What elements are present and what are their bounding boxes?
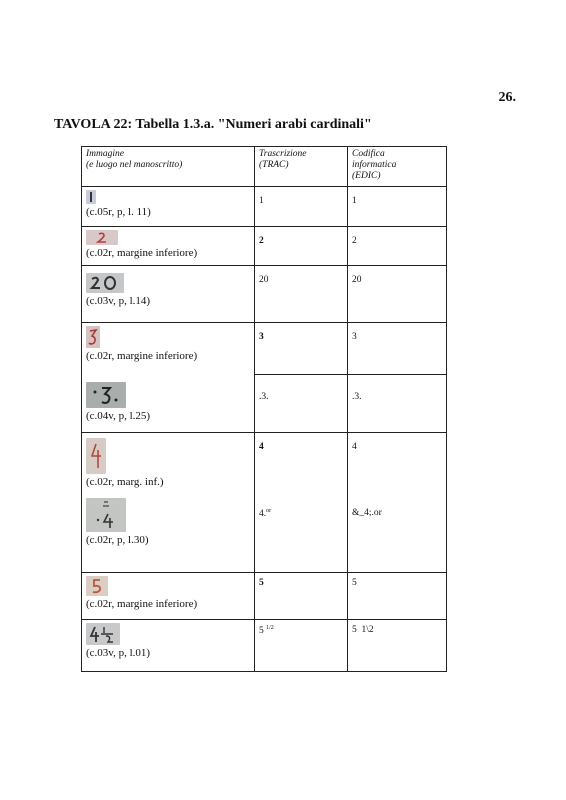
manuscript-location: (c.04v, p, l.25) <box>86 410 151 422</box>
trac-value <box>259 625 343 636</box>
edic-value: 3 <box>352 332 357 342</box>
image-cell <box>82 266 255 323</box>
manuscript-location: (c.02r, margine inferiore) <box>86 598 198 610</box>
edic-cell <box>348 187 447 227</box>
trac-cell <box>255 433 348 573</box>
image-cell <box>82 323 255 433</box>
manuscript-location: (c.02r, margine inferiore) <box>86 247 198 259</box>
trac-cell <box>255 573 348 620</box>
image-cell <box>82 227 255 266</box>
edic-value: 5 <box>352 578 357 588</box>
edic-cell <box>348 620 447 672</box>
header-trac <box>255 147 348 187</box>
numerals-table <box>81 146 447 672</box>
table-row <box>82 187 447 227</box>
edic-value: 20 <box>352 275 362 285</box>
trac-value: 20 <box>259 275 269 285</box>
header-edic <box>348 147 447 187</box>
manuscript-thumbnail <box>86 273 124 293</box>
edic-value: 1 <box>352 196 357 206</box>
edic-cell <box>348 375 447 433</box>
trac-value: 3 <box>259 332 264 342</box>
manuscript-location: (c.03v, p, l.14) <box>86 295 151 307</box>
trac-value <box>259 508 343 519</box>
image-cell <box>82 620 255 672</box>
header-image-line2: (e luogo nel manoscritto) <box>86 160 183 170</box>
edic-value: 2 <box>352 236 357 246</box>
header-edic-line2: informatica <box>352 160 397 170</box>
manuscript-thumbnail <box>86 382 126 408</box>
table-row <box>82 433 447 573</box>
header-trac-line1: Trascrizione <box>259 149 307 159</box>
header-edic-line1: Codifica <box>352 149 385 159</box>
edic-cell <box>348 323 447 375</box>
image-cell <box>82 433 255 573</box>
image-cell <box>82 187 255 227</box>
trac-superscript: 1/2 <box>266 625 274 631</box>
manuscript-location: (c.02r, margine inferiore) <box>86 350 198 362</box>
manuscript-location: (c.03v, p, l.01) <box>86 647 151 659</box>
trac-value: .3. <box>259 392 269 402</box>
trac-cell <box>255 187 348 227</box>
header-trac-line2: (TRAC) <box>259 160 289 170</box>
table-row <box>82 573 447 620</box>
header-image <box>82 147 255 187</box>
trac-base: 4. <box>259 509 267 520</box>
page-number: 26. <box>498 90 516 105</box>
trac-cell <box>255 375 348 433</box>
table-row <box>82 227 447 266</box>
table-row <box>82 620 447 672</box>
manuscript-location: (c.05r, p, l. 11) <box>86 206 151 218</box>
manuscript-thumbnail <box>86 498 126 532</box>
trac-cell <box>255 266 348 323</box>
trac-cell <box>255 227 348 266</box>
trac-value: 2 <box>259 236 264 246</box>
edic-cell <box>348 266 447 323</box>
manuscript-thumbnail <box>86 576 108 596</box>
header-image-line1: Immagine <box>86 149 124 159</box>
trac-cell <box>255 323 348 375</box>
trac-value: 4 <box>259 442 264 452</box>
trac-value: 1 <box>259 196 264 206</box>
manuscript-thumbnail <box>86 438 106 474</box>
edic-cell <box>348 227 447 266</box>
table-row <box>82 266 447 323</box>
edic-value: 4 <box>352 442 357 452</box>
trac-value: 5 <box>259 578 264 588</box>
image-cell <box>82 573 255 620</box>
trac-base: 5 <box>259 626 267 637</box>
edic-value: &_4;.or <box>352 508 382 518</box>
edic-value: 5 1\2 <box>352 625 374 635</box>
trac-superscript: or <box>266 508 272 514</box>
manuscript-thumbnail <box>86 326 100 348</box>
edic-cell <box>348 433 447 573</box>
table-title: TAVOLA 22: Tabella 1.3.a. "Numeri arabi cardinali" <box>54 117 372 132</box>
edic-value: .3. <box>352 392 362 402</box>
edic-cell <box>348 573 447 620</box>
manuscript-thumbnail <box>86 623 120 645</box>
table-header-row <box>82 147 447 187</box>
manuscript-location: (c.02r, p, l.30) <box>86 534 149 546</box>
header-edic-line3: (EDIC) <box>352 171 381 181</box>
trac-cell <box>255 620 348 672</box>
manuscript-location: (c.02r, marg. inf.) <box>86 476 164 488</box>
manuscript-thumbnail <box>86 230 118 245</box>
manuscript-thumbnail <box>86 190 96 204</box>
table-row <box>82 323 447 375</box>
